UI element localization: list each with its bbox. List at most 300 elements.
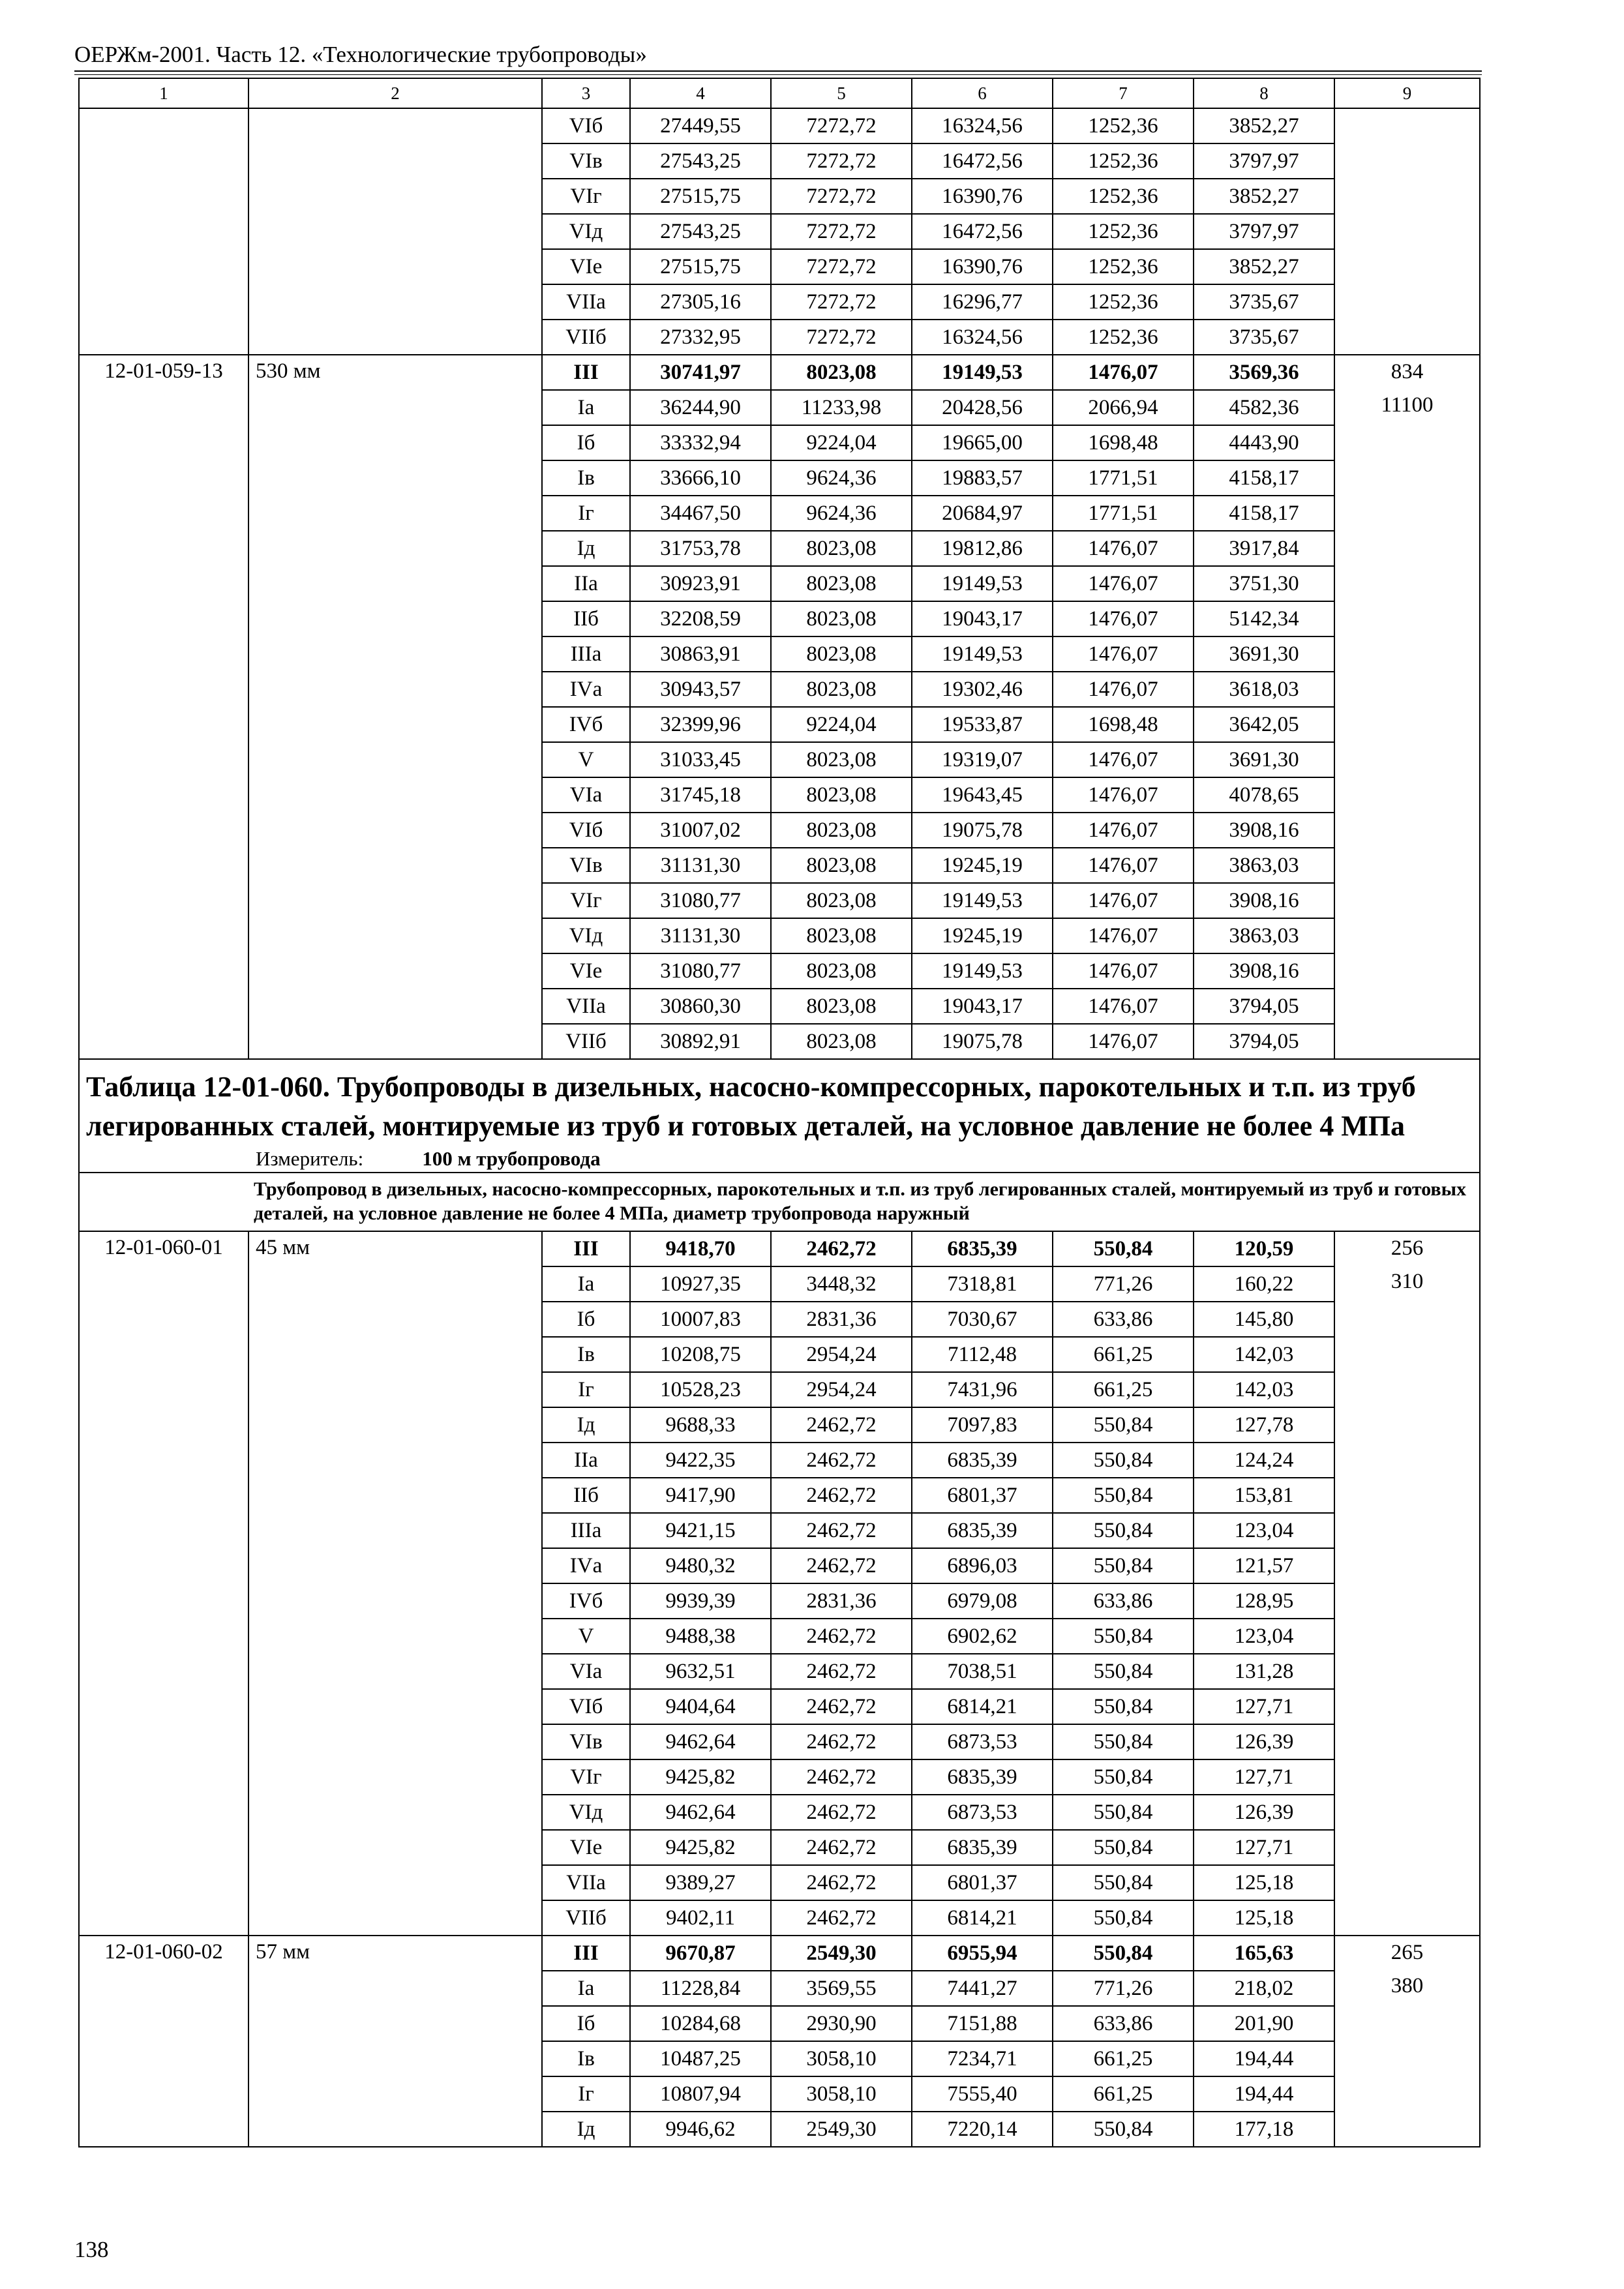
labor-cell bbox=[1334, 1936, 1480, 2147]
wages-cell: 8023,08 bbox=[771, 918, 912, 953]
wages-cell: 8023,08 bbox=[771, 813, 912, 848]
page-number: 138 bbox=[74, 2237, 109, 2262]
total-cost-cell: 9632,51 bbox=[630, 1654, 771, 1689]
total-cost-cell: 10807,94 bbox=[630, 2076, 771, 2112]
wages-cell: 2462,72 bbox=[771, 1478, 912, 1513]
col-header-6: 6 bbox=[912, 78, 1053, 108]
wages-cell: 7272,72 bbox=[771, 179, 912, 214]
materials-cell: 4158,17 bbox=[1194, 460, 1334, 496]
total-cost-cell: 9488,38 bbox=[630, 1619, 771, 1654]
total-cost-cell: 9462,64 bbox=[630, 1795, 771, 1830]
wages-cell: 8023,08 bbox=[771, 1024, 912, 1059]
machines-cell: 16324,56 bbox=[912, 108, 1053, 143]
rate-code: 12-01-060-02 bbox=[79, 1936, 248, 2147]
wages-cell: 9224,04 bbox=[771, 707, 912, 742]
pipe-diameter: 45 мм bbox=[248, 1231, 542, 1936]
zone-cell: V bbox=[542, 1619, 630, 1654]
driver-wages-cell: 1476,07 bbox=[1053, 953, 1194, 989]
materials-cell: 3863,03 bbox=[1194, 848, 1334, 883]
materials-cell: 127,71 bbox=[1194, 1689, 1334, 1724]
wages-cell: 2462,72 bbox=[771, 1830, 912, 1865]
materials-cell: 125,18 bbox=[1194, 1900, 1334, 1936]
total-cost-cell: 9418,70 bbox=[630, 1231, 771, 1266]
table-caption-row bbox=[79, 1059, 1480, 1173]
wages-cell: 2462,72 bbox=[771, 1407, 912, 1443]
machines-cell: 6835,39 bbox=[912, 1830, 1053, 1865]
total-cost-cell: 9688,33 bbox=[630, 1407, 771, 1443]
wages-cell: 8023,08 bbox=[771, 636, 912, 672]
wages-cell: 2462,72 bbox=[771, 1443, 912, 1478]
wages-cell: 7272,72 bbox=[771, 284, 912, 320]
zone-cell: IVб bbox=[542, 1583, 630, 1619]
machines-cell: 7030,67 bbox=[912, 1302, 1053, 1337]
driver-wages-cell: 661,25 bbox=[1053, 2041, 1194, 2076]
zone-cell: Iв bbox=[542, 2041, 630, 2076]
measure-label: Измеритель: bbox=[256, 1147, 364, 1170]
wages-cell: 2549,30 bbox=[771, 2112, 912, 2147]
machines-cell: 6873,53 bbox=[912, 1724, 1053, 1759]
driver-wages-cell: 1252,36 bbox=[1053, 179, 1194, 214]
zone-cell: III bbox=[542, 355, 630, 390]
materials-cell: 127,71 bbox=[1194, 1759, 1334, 1795]
total-cost-cell: 10007,83 bbox=[630, 1302, 771, 1337]
zone-cell: IIIа bbox=[542, 636, 630, 672]
wages-cell: 3058,10 bbox=[771, 2076, 912, 2112]
driver-wages-cell: 1476,07 bbox=[1053, 883, 1194, 918]
driver-wages-cell: 1771,51 bbox=[1053, 496, 1194, 531]
total-cost-cell: 9939,39 bbox=[630, 1583, 771, 1619]
wages-cell: 7272,72 bbox=[771, 143, 912, 179]
zone-cell: Iд bbox=[542, 531, 630, 566]
materials-cell: 3691,30 bbox=[1194, 636, 1334, 672]
col-header-4: 4 bbox=[630, 78, 771, 108]
machines-cell: 19149,53 bbox=[912, 355, 1053, 390]
wages-cell: 2462,72 bbox=[771, 1795, 912, 1830]
materials-cell: 3642,05 bbox=[1194, 707, 1334, 742]
wages-cell: 3448,32 bbox=[771, 1266, 912, 1302]
measure-value: 100 м трубопровода bbox=[422, 1147, 601, 1170]
machines-cell: 7097,83 bbox=[912, 1407, 1053, 1443]
materials-cell: 3917,84 bbox=[1194, 531, 1334, 566]
driver-wages-cell: 633,86 bbox=[1053, 2006, 1194, 2041]
wages-cell: 2462,72 bbox=[771, 1689, 912, 1724]
total-cost-cell: 34467,50 bbox=[630, 496, 771, 531]
machines-cell: 19149,53 bbox=[912, 953, 1053, 989]
materials-cell: 123,04 bbox=[1194, 1513, 1334, 1548]
driver-wages-cell: 1476,07 bbox=[1053, 989, 1194, 1024]
machines-cell: 19302,46 bbox=[912, 672, 1053, 707]
machines-cell: 19643,45 bbox=[912, 777, 1053, 813]
zone-cell: VIе bbox=[542, 953, 630, 989]
zone-cell: IVа bbox=[542, 1548, 630, 1583]
col-header-8: 8 bbox=[1194, 78, 1334, 108]
total-cost-cell: 27449,55 bbox=[630, 108, 771, 143]
materials-cell: 3797,97 bbox=[1194, 143, 1334, 179]
wages-cell: 8023,08 bbox=[771, 953, 912, 989]
driver-wages-cell: 550,84 bbox=[1053, 1478, 1194, 1513]
total-cost-cell: 10284,68 bbox=[630, 2006, 771, 2041]
wages-cell: 7272,72 bbox=[771, 249, 912, 284]
total-cost-cell: 10528,23 bbox=[630, 1372, 771, 1407]
wages-cell: 2462,72 bbox=[771, 1900, 912, 1936]
total-cost-cell: 30863,91 bbox=[630, 636, 771, 672]
machines-cell: 6835,39 bbox=[912, 1759, 1053, 1795]
zone-cell: IIб bbox=[542, 601, 630, 636]
zone-cell: VIб bbox=[542, 1689, 630, 1724]
machines-cell: 19043,17 bbox=[912, 989, 1053, 1024]
total-cost-cell: 9425,82 bbox=[630, 1759, 771, 1795]
machines-cell: 19533,87 bbox=[912, 707, 1053, 742]
materials-cell: 4443,90 bbox=[1194, 425, 1334, 460]
machines-cell: 6835,39 bbox=[912, 1443, 1053, 1478]
table-body bbox=[79, 78, 1480, 2147]
driver-wages-cell: 550,84 bbox=[1053, 1724, 1194, 1759]
total-cost-cell: 31131,30 bbox=[630, 918, 771, 953]
driver-wages-cell: 550,84 bbox=[1053, 1231, 1194, 1266]
materials-cell: 127,78 bbox=[1194, 1407, 1334, 1443]
materials-cell: 3569,36 bbox=[1194, 355, 1334, 390]
driver-wages-cell: 1476,07 bbox=[1053, 848, 1194, 883]
materials-cell: 3735,67 bbox=[1194, 284, 1334, 320]
zone-cell: VIг bbox=[542, 1759, 630, 1795]
machines-cell: 7112,48 bbox=[912, 1337, 1053, 1372]
column-number-row bbox=[79, 78, 1480, 108]
driver-wages-cell: 1476,07 bbox=[1053, 531, 1194, 566]
driver-wages-cell: 1252,36 bbox=[1053, 214, 1194, 249]
machines-cell: 6835,39 bbox=[912, 1513, 1053, 1548]
wages-cell: 8023,08 bbox=[771, 601, 912, 636]
running-header: ОЕРЖм-2001. Часть 12. «Технологические трубопроводы» bbox=[74, 42, 647, 67]
zone-cell: VIб bbox=[542, 108, 630, 143]
machines-cell: 19043,17 bbox=[912, 601, 1053, 636]
labor-cell bbox=[1334, 355, 1480, 1059]
driver-wages-cell: 550,84 bbox=[1053, 1830, 1194, 1865]
labor-value: 265 bbox=[1391, 1941, 1424, 1964]
labor-value: 380 bbox=[1391, 1974, 1424, 1997]
materials-cell: 125,18 bbox=[1194, 1865, 1334, 1900]
wages-cell: 7272,72 bbox=[771, 108, 912, 143]
zone-cell: VIд bbox=[542, 214, 630, 249]
total-cost-cell: 11228,84 bbox=[630, 1971, 771, 2006]
driver-wages-cell: 550,84 bbox=[1053, 1513, 1194, 1548]
rate-code: 12-01-059-13 bbox=[79, 355, 248, 1059]
pipe-diameter: 530 мм bbox=[248, 355, 542, 1059]
machines-cell: 19812,86 bbox=[912, 531, 1053, 566]
labor-value: 256 bbox=[1391, 1236, 1424, 1260]
pipe-diameter: 57 мм bbox=[248, 1936, 542, 2147]
zone-cell: Iб bbox=[542, 2006, 630, 2041]
total-cost-cell: 9480,32 bbox=[630, 1548, 771, 1583]
subtitle-row bbox=[79, 1173, 1480, 1231]
labor-value: 310 bbox=[1391, 1270, 1424, 1293]
total-cost-cell: 9417,90 bbox=[630, 1478, 771, 1513]
table-subtitle: Трубопровод в дизельных, насосно-компрессорных, парокотельных и т.п. из труб легированных сталей, монтируемый из труб и готовых деталей, на условное давление не более 4 МПа, диаметр трубопровода наружный bbox=[248, 1173, 1480, 1231]
wages-cell: 2462,72 bbox=[771, 1619, 912, 1654]
wages-cell: 2462,72 bbox=[771, 1513, 912, 1548]
driver-wages-cell: 1476,07 bbox=[1053, 742, 1194, 777]
wages-cell: 9224,04 bbox=[771, 425, 912, 460]
total-cost-cell: 9422,35 bbox=[630, 1443, 771, 1478]
total-cost-cell: 27543,25 bbox=[630, 143, 771, 179]
wages-cell: 8023,08 bbox=[771, 355, 912, 390]
driver-wages-cell: 1476,07 bbox=[1053, 777, 1194, 813]
driver-wages-cell: 1476,07 bbox=[1053, 672, 1194, 707]
materials-cell: 153,81 bbox=[1194, 1478, 1334, 1513]
driver-wages-cell: 1476,07 bbox=[1053, 1024, 1194, 1059]
machines-cell: 6896,03 bbox=[912, 1548, 1053, 1583]
machines-cell: 7234,71 bbox=[912, 2041, 1053, 2076]
machines-cell: 19319,07 bbox=[912, 742, 1053, 777]
zone-cell: VIIб bbox=[542, 1024, 630, 1059]
driver-wages-cell: 1252,36 bbox=[1053, 249, 1194, 284]
driver-wages-cell: 661,25 bbox=[1053, 1337, 1194, 1372]
materials-cell: 177,18 bbox=[1194, 2112, 1334, 2147]
subtitle-spacer bbox=[79, 1173, 248, 1231]
driver-wages-cell: 661,25 bbox=[1053, 2076, 1194, 2112]
materials-cell: 3691,30 bbox=[1194, 742, 1334, 777]
machines-cell: 20428,56 bbox=[912, 390, 1053, 425]
materials-cell: 124,24 bbox=[1194, 1443, 1334, 1478]
zone-cell: IIа bbox=[542, 1443, 630, 1478]
wages-cell: 2831,36 bbox=[771, 1302, 912, 1337]
labor-value: 834 bbox=[1391, 360, 1424, 383]
zone-cell: VIIб bbox=[542, 1900, 630, 1936]
machines-cell: 6801,37 bbox=[912, 1865, 1053, 1900]
materials-cell: 3852,27 bbox=[1194, 108, 1334, 143]
zone-cell: VIIа bbox=[542, 284, 630, 320]
machines-cell: 7318,81 bbox=[912, 1266, 1053, 1302]
machines-cell: 16390,76 bbox=[912, 179, 1053, 214]
machines-cell: 6801,37 bbox=[912, 1478, 1053, 1513]
wages-cell: 2462,72 bbox=[771, 1548, 912, 1583]
zone-cell: Iд bbox=[542, 1407, 630, 1443]
wages-cell: 8023,08 bbox=[771, 777, 912, 813]
machines-cell: 16324,56 bbox=[912, 320, 1053, 355]
wages-cell: 2954,24 bbox=[771, 1372, 912, 1407]
total-cost-cell: 27515,75 bbox=[630, 179, 771, 214]
wages-cell: 11233,98 bbox=[771, 390, 912, 425]
labor-value: 11100 bbox=[1381, 393, 1434, 417]
zone-cell: VIб bbox=[542, 813, 630, 848]
materials-cell: 126,39 bbox=[1194, 1795, 1334, 1830]
col-header-9: 9 bbox=[1334, 78, 1480, 108]
wages-cell: 8023,08 bbox=[771, 531, 912, 566]
total-cost-cell: 27515,75 bbox=[630, 249, 771, 284]
machines-cell: 16296,77 bbox=[912, 284, 1053, 320]
driver-wages-cell: 771,26 bbox=[1053, 1266, 1194, 1302]
machines-cell: 6902,62 bbox=[912, 1619, 1053, 1654]
machines-cell: 19149,53 bbox=[912, 566, 1053, 601]
zone-cell: Iб bbox=[542, 1302, 630, 1337]
wages-cell: 2954,24 bbox=[771, 1337, 912, 1372]
materials-cell: 201,90 bbox=[1194, 2006, 1334, 2041]
materials-cell: 3908,16 bbox=[1194, 813, 1334, 848]
total-cost-cell: 10927,35 bbox=[630, 1266, 771, 1302]
materials-cell: 3852,27 bbox=[1194, 249, 1334, 284]
total-cost-cell: 33332,94 bbox=[630, 425, 771, 460]
zone-cell: VIе bbox=[542, 249, 630, 284]
total-cost-cell: 10208,75 bbox=[630, 1337, 771, 1372]
materials-cell: 4582,36 bbox=[1194, 390, 1334, 425]
zone-cell: VIв bbox=[542, 848, 630, 883]
total-cost-cell: 31131,30 bbox=[630, 848, 771, 883]
zone-cell: IIб bbox=[542, 1478, 630, 1513]
materials-cell: 126,39 bbox=[1194, 1724, 1334, 1759]
total-cost-cell: 31033,45 bbox=[630, 742, 771, 777]
wages-cell: 8023,08 bbox=[771, 566, 912, 601]
col-header-2: 2 bbox=[248, 78, 542, 108]
total-cost-cell: 10487,25 bbox=[630, 2041, 771, 2076]
machines-cell: 7441,27 bbox=[912, 1971, 1053, 2006]
driver-wages-cell: 550,84 bbox=[1053, 1795, 1194, 1830]
total-cost-cell: 9421,15 bbox=[630, 1513, 771, 1548]
materials-cell: 3751,30 bbox=[1194, 566, 1334, 601]
driver-wages-cell: 1771,51 bbox=[1053, 460, 1194, 496]
zone-cell: Iа bbox=[542, 1971, 630, 2006]
wages-cell: 8023,08 bbox=[771, 672, 912, 707]
zone-cell: IVа bbox=[542, 672, 630, 707]
wages-cell: 2462,72 bbox=[771, 1654, 912, 1689]
materials-cell: 142,03 bbox=[1194, 1337, 1334, 1372]
machines-cell: 6814,21 bbox=[912, 1689, 1053, 1724]
materials-cell: 3735,67 bbox=[1194, 320, 1334, 355]
machines-cell: 6873,53 bbox=[912, 1795, 1053, 1830]
driver-wages-cell: 550,84 bbox=[1053, 1443, 1194, 1478]
driver-wages-cell: 2066,94 bbox=[1053, 390, 1194, 425]
driver-wages-cell: 550,84 bbox=[1053, 2112, 1194, 2147]
machines-cell: 19883,57 bbox=[912, 460, 1053, 496]
total-cost-cell: 30943,57 bbox=[630, 672, 771, 707]
wages-cell: 7272,72 bbox=[771, 214, 912, 249]
materials-cell: 218,02 bbox=[1194, 1971, 1334, 2006]
materials-cell: 3908,16 bbox=[1194, 953, 1334, 989]
driver-wages-cell: 1698,48 bbox=[1053, 707, 1194, 742]
zone-cell: VIе bbox=[542, 1830, 630, 1865]
zone-cell: IIа bbox=[542, 566, 630, 601]
materials-cell: 160,22 bbox=[1194, 1266, 1334, 1302]
machines-cell: 19245,19 bbox=[912, 848, 1053, 883]
materials-cell: 131,28 bbox=[1194, 1654, 1334, 1689]
wages-cell: 9624,36 bbox=[771, 496, 912, 531]
col-header-5: 5 bbox=[771, 78, 912, 108]
zone-cell: VIд bbox=[542, 918, 630, 953]
wages-cell: 8023,08 bbox=[771, 742, 912, 777]
machines-cell: 20684,97 bbox=[912, 496, 1053, 531]
driver-wages-cell: 1252,36 bbox=[1053, 284, 1194, 320]
total-cost-cell: 30860,30 bbox=[630, 989, 771, 1024]
zone-cell: IVб bbox=[542, 707, 630, 742]
materials-cell: 3794,05 bbox=[1194, 989, 1334, 1024]
driver-wages-cell: 550,84 bbox=[1053, 1619, 1194, 1654]
zone-cell: III bbox=[542, 1936, 630, 1971]
total-cost-cell: 9946,62 bbox=[630, 2112, 771, 2147]
machines-cell: 7431,96 bbox=[912, 1372, 1053, 1407]
total-cost-cell: 9425,82 bbox=[630, 1830, 771, 1865]
materials-cell: 4078,65 bbox=[1194, 777, 1334, 813]
machines-cell: 19245,19 bbox=[912, 918, 1053, 953]
wages-cell: 8023,08 bbox=[771, 848, 912, 883]
machines-cell: 7038,51 bbox=[912, 1654, 1053, 1689]
zone-cell: VIIа bbox=[542, 989, 630, 1024]
wages-cell: 2462,72 bbox=[771, 1231, 912, 1266]
driver-wages-cell: 550,84 bbox=[1053, 1865, 1194, 1900]
driver-wages-cell: 1476,07 bbox=[1053, 566, 1194, 601]
wages-cell: 8023,08 bbox=[771, 883, 912, 918]
labor-cell bbox=[1334, 1231, 1480, 1936]
zone-cell: Iг bbox=[542, 2076, 630, 2112]
driver-wages-cell: 771,26 bbox=[1053, 1971, 1194, 2006]
materials-cell: 123,04 bbox=[1194, 1619, 1334, 1654]
machines-cell: 19075,78 bbox=[912, 1024, 1053, 1059]
rate-code-empty bbox=[79, 108, 248, 355]
machines-cell: 7151,88 bbox=[912, 2006, 1053, 2041]
wages-cell: 2930,90 bbox=[771, 2006, 912, 2041]
table-row bbox=[79, 108, 1480, 143]
materials-cell: 165,63 bbox=[1194, 1936, 1334, 1971]
machines-cell: 6814,21 bbox=[912, 1900, 1053, 1936]
wages-cell: 3569,55 bbox=[771, 1971, 912, 2006]
zone-cell: VIг bbox=[542, 179, 630, 214]
zone-cell: Iг bbox=[542, 496, 630, 531]
driver-wages-cell: 1252,36 bbox=[1053, 143, 1194, 179]
total-cost-cell: 27332,95 bbox=[630, 320, 771, 355]
col-header-7: 7 bbox=[1053, 78, 1194, 108]
zone-cell: V bbox=[542, 742, 630, 777]
table-title: Таблица 12-01-060. Трубопроводы в дизельных, насосно-компрессорных, парокотельных и т.п. из труб легированных сталей, монтируемые из труб и готовых деталей, на условное давление не более 4 МПа bbox=[86, 1071, 1416, 1142]
zone-cell: VIа bbox=[542, 1654, 630, 1689]
driver-wages-cell: 550,84 bbox=[1053, 1654, 1194, 1689]
driver-wages-cell: 550,84 bbox=[1053, 1407, 1194, 1443]
materials-cell: 127,71 bbox=[1194, 1830, 1334, 1865]
driver-wages-cell: 1698,48 bbox=[1053, 425, 1194, 460]
materials-cell: 194,44 bbox=[1194, 2076, 1334, 2112]
driver-wages-cell: 1476,07 bbox=[1053, 813, 1194, 848]
zone-cell: IIIа bbox=[542, 1513, 630, 1548]
measure-line bbox=[86, 1146, 1473, 1172]
wages-cell: 2831,36 bbox=[771, 1583, 912, 1619]
zone-cell: Iд bbox=[542, 2112, 630, 2147]
driver-wages-cell: 550,84 bbox=[1053, 1689, 1194, 1724]
wages-cell: 2462,72 bbox=[771, 1759, 912, 1795]
zone-cell: Iа bbox=[542, 1266, 630, 1302]
materials-cell: 4158,17 bbox=[1194, 496, 1334, 531]
labor-cell bbox=[1334, 108, 1480, 355]
machines-cell: 6979,08 bbox=[912, 1583, 1053, 1619]
zone-cell: VIIа bbox=[542, 1865, 630, 1900]
total-cost-cell: 9404,64 bbox=[630, 1689, 771, 1724]
machines-cell: 19075,78 bbox=[912, 813, 1053, 848]
zone-cell: VIIб bbox=[542, 320, 630, 355]
wages-cell: 2462,72 bbox=[771, 1724, 912, 1759]
total-cost-cell: 9462,64 bbox=[630, 1724, 771, 1759]
zone-cell: Iв bbox=[542, 460, 630, 496]
table-row bbox=[79, 355, 1480, 390]
header-rule-thin bbox=[74, 74, 1482, 75]
zone-cell: Iб bbox=[542, 425, 630, 460]
materials-cell: 194,44 bbox=[1194, 2041, 1334, 2076]
total-cost-cell: 31007,02 bbox=[630, 813, 771, 848]
materials-cell: 128,95 bbox=[1194, 1583, 1334, 1619]
total-cost-cell: 31080,77 bbox=[630, 883, 771, 918]
materials-cell: 145,80 bbox=[1194, 1302, 1334, 1337]
machines-cell: 7220,14 bbox=[912, 2112, 1053, 2147]
driver-wages-cell: 550,84 bbox=[1053, 1900, 1194, 1936]
zone-cell: III bbox=[542, 1231, 630, 1266]
driver-wages-cell: 550,84 bbox=[1053, 1548, 1194, 1583]
zone-cell: VIд bbox=[542, 1795, 630, 1830]
total-cost-cell: 30892,91 bbox=[630, 1024, 771, 1059]
total-cost-cell: 33666,10 bbox=[630, 460, 771, 496]
